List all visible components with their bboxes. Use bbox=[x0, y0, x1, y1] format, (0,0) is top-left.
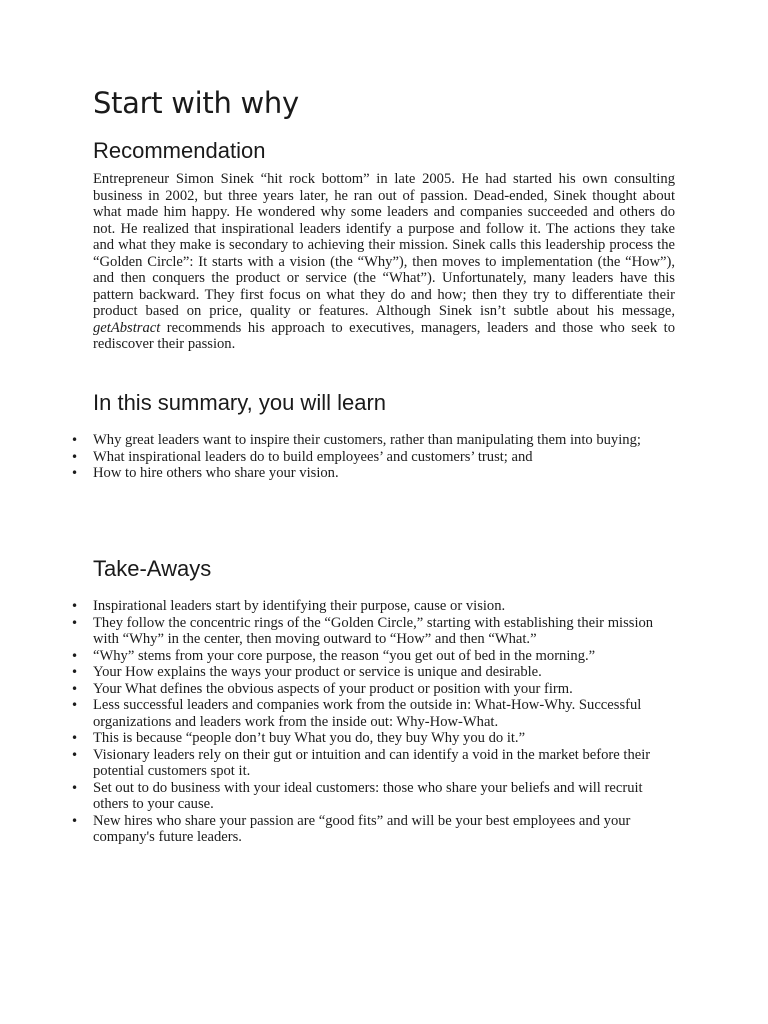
list-item-text: Set out to do business with your ideal customers: those who share your beliefs and will recruit others to your cause. bbox=[93, 779, 643, 812]
list-item bbox=[69, 615, 679, 648]
bullet-icon: • bbox=[71, 780, 79, 795]
list-item-text: Your How explains the ways your product or service is unique and desirable. bbox=[93, 664, 542, 680]
bullet-icon: • bbox=[71, 615, 79, 630]
list-item-text: Why great leaders want to inspire their customers, rather than manipulating them into buying; bbox=[93, 432, 641, 448]
list-item-text: New hires who share your passion are “good fits” and will be your best employees and your company's future leaders. bbox=[93, 812, 631, 845]
bullet-icon: • bbox=[71, 681, 79, 696]
list-item-text: Less successful leaders and companies work from the outside in: What-How-Why. Successful organizations and leaders work from the inside out: Why-How-What. bbox=[93, 697, 642, 730]
recommendation-text-end: recommends his approach to executives, managers, leaders and those who seek to rediscover their passion. bbox=[93, 319, 675, 352]
list-item-text: This is because “people don’t buy What you do, they buy Why you do it.” bbox=[93, 730, 526, 746]
list-item-text: They follow the concentric rings of the “Golden Circle,” starting with establishing their mission with “Why” in the center, then moving outward to “How” and then “What.” bbox=[93, 614, 654, 647]
list-item bbox=[69, 432, 679, 449]
list-item bbox=[69, 598, 679, 615]
bullet-icon: • bbox=[71, 648, 79, 663]
list-item-text: Visionary leaders rely on their gut or intuition and can identify a void in the market before their potential customers spot it. bbox=[93, 746, 651, 779]
bullet-icon: • bbox=[71, 449, 79, 464]
list-item bbox=[69, 813, 679, 846]
bullet-icon: • bbox=[71, 698, 79, 712]
list-item-text: What inspirational leaders do to build employees’ and customers’ trust; and bbox=[93, 448, 533, 465]
takeaways-list bbox=[69, 598, 679, 846]
learn-heading: In this summary, you will learn bbox=[93, 390, 387, 415]
list-item bbox=[69, 681, 679, 698]
list-item bbox=[69, 730, 679, 747]
list-item bbox=[69, 449, 679, 466]
list-item-text: How to hire others who share your vision. bbox=[93, 465, 339, 481]
recommendation-paragraph bbox=[93, 171, 675, 353]
takeaways-heading: Take-Aways bbox=[93, 556, 212, 581]
list-item bbox=[69, 780, 679, 813]
bullet-icon: • bbox=[71, 433, 79, 447]
list-item bbox=[69, 697, 679, 730]
list-item-text: “Why” stems from your core purpose, the reason “you get out of bed in the morning.” bbox=[93, 647, 596, 664]
bullet-icon: • bbox=[71, 466, 79, 480]
list-item-text: Inspirational leaders start by identifying their purpose, cause or vision. bbox=[93, 598, 506, 614]
getabstract-brand: getAbstract bbox=[93, 319, 161, 336]
bullet-icon: • bbox=[71, 731, 79, 745]
learn-list bbox=[69, 432, 679, 482]
list-item bbox=[69, 465, 679, 482]
recommendation-heading: Recommendation bbox=[93, 138, 266, 163]
page-title: Start with why bbox=[93, 86, 299, 120]
recommendation-text-start: Entrepreneur Simon Sinek “hit rock bottom” in late 2005. He had started his own consulting business in 2002, but three years later, he ran out of passion. Dead-ended, Sinek thought about what made him happy. He wondered why some leaders and companies succeeded and others do not. He realized that inspirational leaders identify a purpose and follow it. The actions they take and what they make is secondary to achieving their mission. Sinek calls this leadership process the “Golden Circle”: It starts with a vision (the “Why”), then moves to implementation (the “How”), and then conquers the product or service (the “What”). Unfortunately, many leaders have this pattern backward. They first focus on what they do and how; then they try to differentiate their product based on price, quality or features. Although Sinek isn’t subtle about his message, bbox=[93, 171, 675, 319]
list-item bbox=[69, 747, 679, 780]
list-item bbox=[69, 648, 679, 665]
list-item bbox=[69, 664, 679, 681]
bullet-icon: • bbox=[71, 747, 79, 762]
bullet-icon: • bbox=[71, 665, 79, 679]
bullet-icon: • bbox=[71, 813, 79, 828]
list-item-text: Your What defines the obvious aspects of your product or position with your firm. bbox=[93, 680, 573, 697]
bullet-icon: • bbox=[71, 599, 79, 613]
